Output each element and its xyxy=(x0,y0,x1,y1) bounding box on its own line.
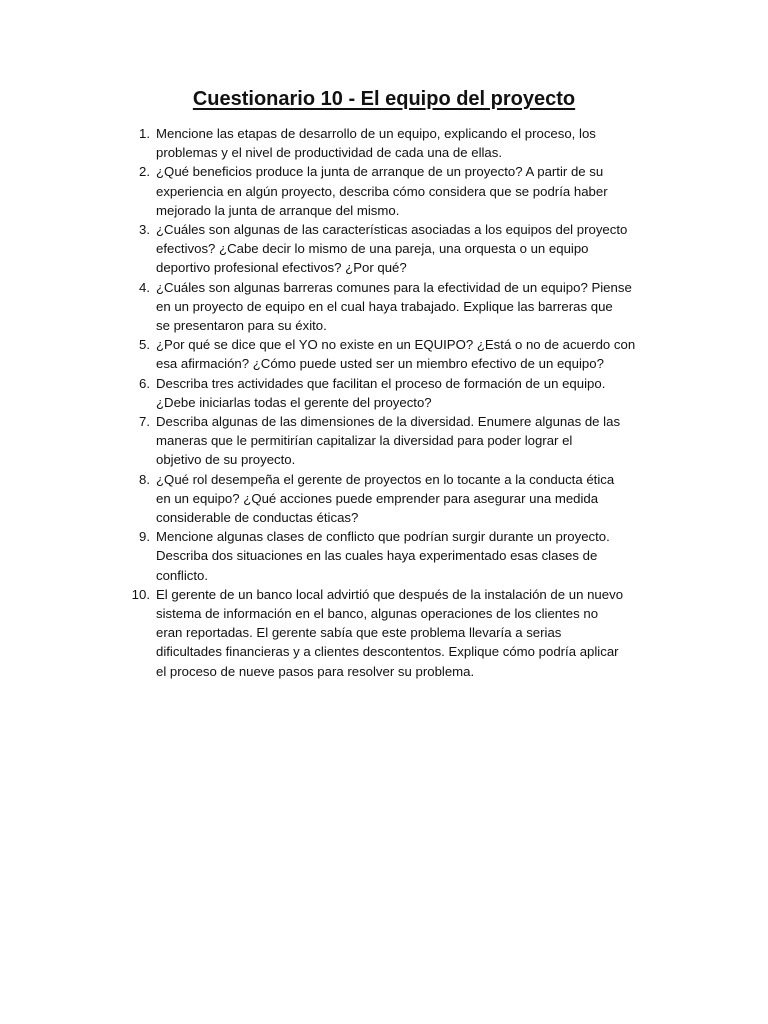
question-text-line: ¿Qué beneficios produce la junta de arranque de un proyecto? A partir de su xyxy=(156,164,604,180)
page-title: Cuestionario 10 - El equipo del proyecto xyxy=(192,88,576,110)
question-text-line: El gerente de un banco local advirtió que después de la instalación de un nuevo xyxy=(156,586,624,602)
question-text-line: mejorado la junta de arranque del mismo. xyxy=(156,202,400,218)
question-number: 7. xyxy=(139,414,150,430)
question-text-line: eran reportadas. El gerente sabía que este problema llevaría a serias xyxy=(156,625,562,641)
list-item xyxy=(126,412,666,470)
list-item xyxy=(126,470,666,528)
list-item xyxy=(126,220,666,278)
question-text-line: Describa dos situaciones en las cuales haya experimentado esas clases de xyxy=(156,548,598,564)
question-text-line: considerable de conductas éticas? xyxy=(156,510,359,526)
question-number: 1. xyxy=(139,126,150,141)
question-text-line: maneras que le permitirían capitalizar la diversidad para poder lograr el xyxy=(156,433,573,449)
question-text-line: se presentaron para su éxito. xyxy=(156,318,327,334)
question-number: 8. xyxy=(139,471,150,487)
question-text-line: experiencia en algún proyecto, describa cómo considera que se podría haber xyxy=(156,183,608,199)
question-text-line: ¿Qué rol desempeña el gerente de proyectos en lo tocante a la conducta ética xyxy=(156,471,615,487)
question-text-line: dificultades financieras y a clientes descontentos. Explique cómo podría aplicar xyxy=(156,644,619,660)
question-text-line: objetivo de su proyecto. xyxy=(156,452,296,468)
question-text-line: el proceso de nueve pasos para resolver su problema. xyxy=(156,663,475,679)
question-number: 2. xyxy=(139,164,150,180)
question-text-line: deportivo profesional efectivos? ¿Por qué? xyxy=(156,260,407,276)
question-text-line: en un equipo? ¿Qué acciones puede emprender para asegurar una medida xyxy=(156,490,599,506)
list-item xyxy=(126,124,666,162)
list-item xyxy=(126,335,666,373)
question-text-line: Describa tres actividades que facilitan el proceso de formación de un equipo. xyxy=(156,375,606,391)
question-text-line: en un proyecto de equipo en el cual haya trabajado. Explique las barreras que xyxy=(156,298,613,314)
question-number: 9. xyxy=(139,529,150,545)
question-number: 5. xyxy=(139,337,150,353)
list-item xyxy=(126,162,666,220)
question-number: 10. xyxy=(131,586,150,602)
question-text-line: ¿Debe iniciarlas todas el gerente del proyecto? xyxy=(156,394,432,410)
question-list xyxy=(126,124,666,681)
question-number: 4. xyxy=(139,279,150,295)
question-text-line: esa afirmación? ¿Cómo puede usted ser un miembro efectivo de un equipo? xyxy=(156,356,604,372)
question-text-line: efectivos? ¿Cabe decir lo mismo de una pareja, una orquesta o un equipo xyxy=(156,241,589,257)
question-text-line: sistema de información en el banco, algunas operaciones de los clientes no xyxy=(156,606,599,622)
question-text-line: Mencione las etapas de desarrollo de un equipo, explicando el proceso, los xyxy=(156,126,596,141)
question-text-line: ¿Cuáles son algunas de las características asociadas a los equipos del proyecto xyxy=(156,222,628,238)
question-text-line: ¿Cuáles son algunas barreras comunes para la efectividad de un equipo? Piense xyxy=(156,279,632,295)
question-text-line: problemas y el nivel de productividad de cada una de ellas. xyxy=(156,145,503,161)
list-item xyxy=(126,374,666,412)
question-text-line: conflicto. xyxy=(156,567,209,583)
list-item xyxy=(126,278,666,336)
question-text-line: Mencione algunas clases de conflicto que podrían surgir durante un proyecto. xyxy=(156,529,610,545)
question-text-line: ¿Por qué se dice que el YO no existe en un EQUIPO? ¿Está o no de acuerdo con xyxy=(156,337,636,353)
list-item xyxy=(126,527,666,585)
question-text-line: Describa algunas de las dimensiones de la diversidad. Enumere algunas de las xyxy=(156,414,621,430)
list-item xyxy=(126,585,666,681)
question-number: 3. xyxy=(139,222,150,238)
question-number: 6. xyxy=(139,375,150,391)
